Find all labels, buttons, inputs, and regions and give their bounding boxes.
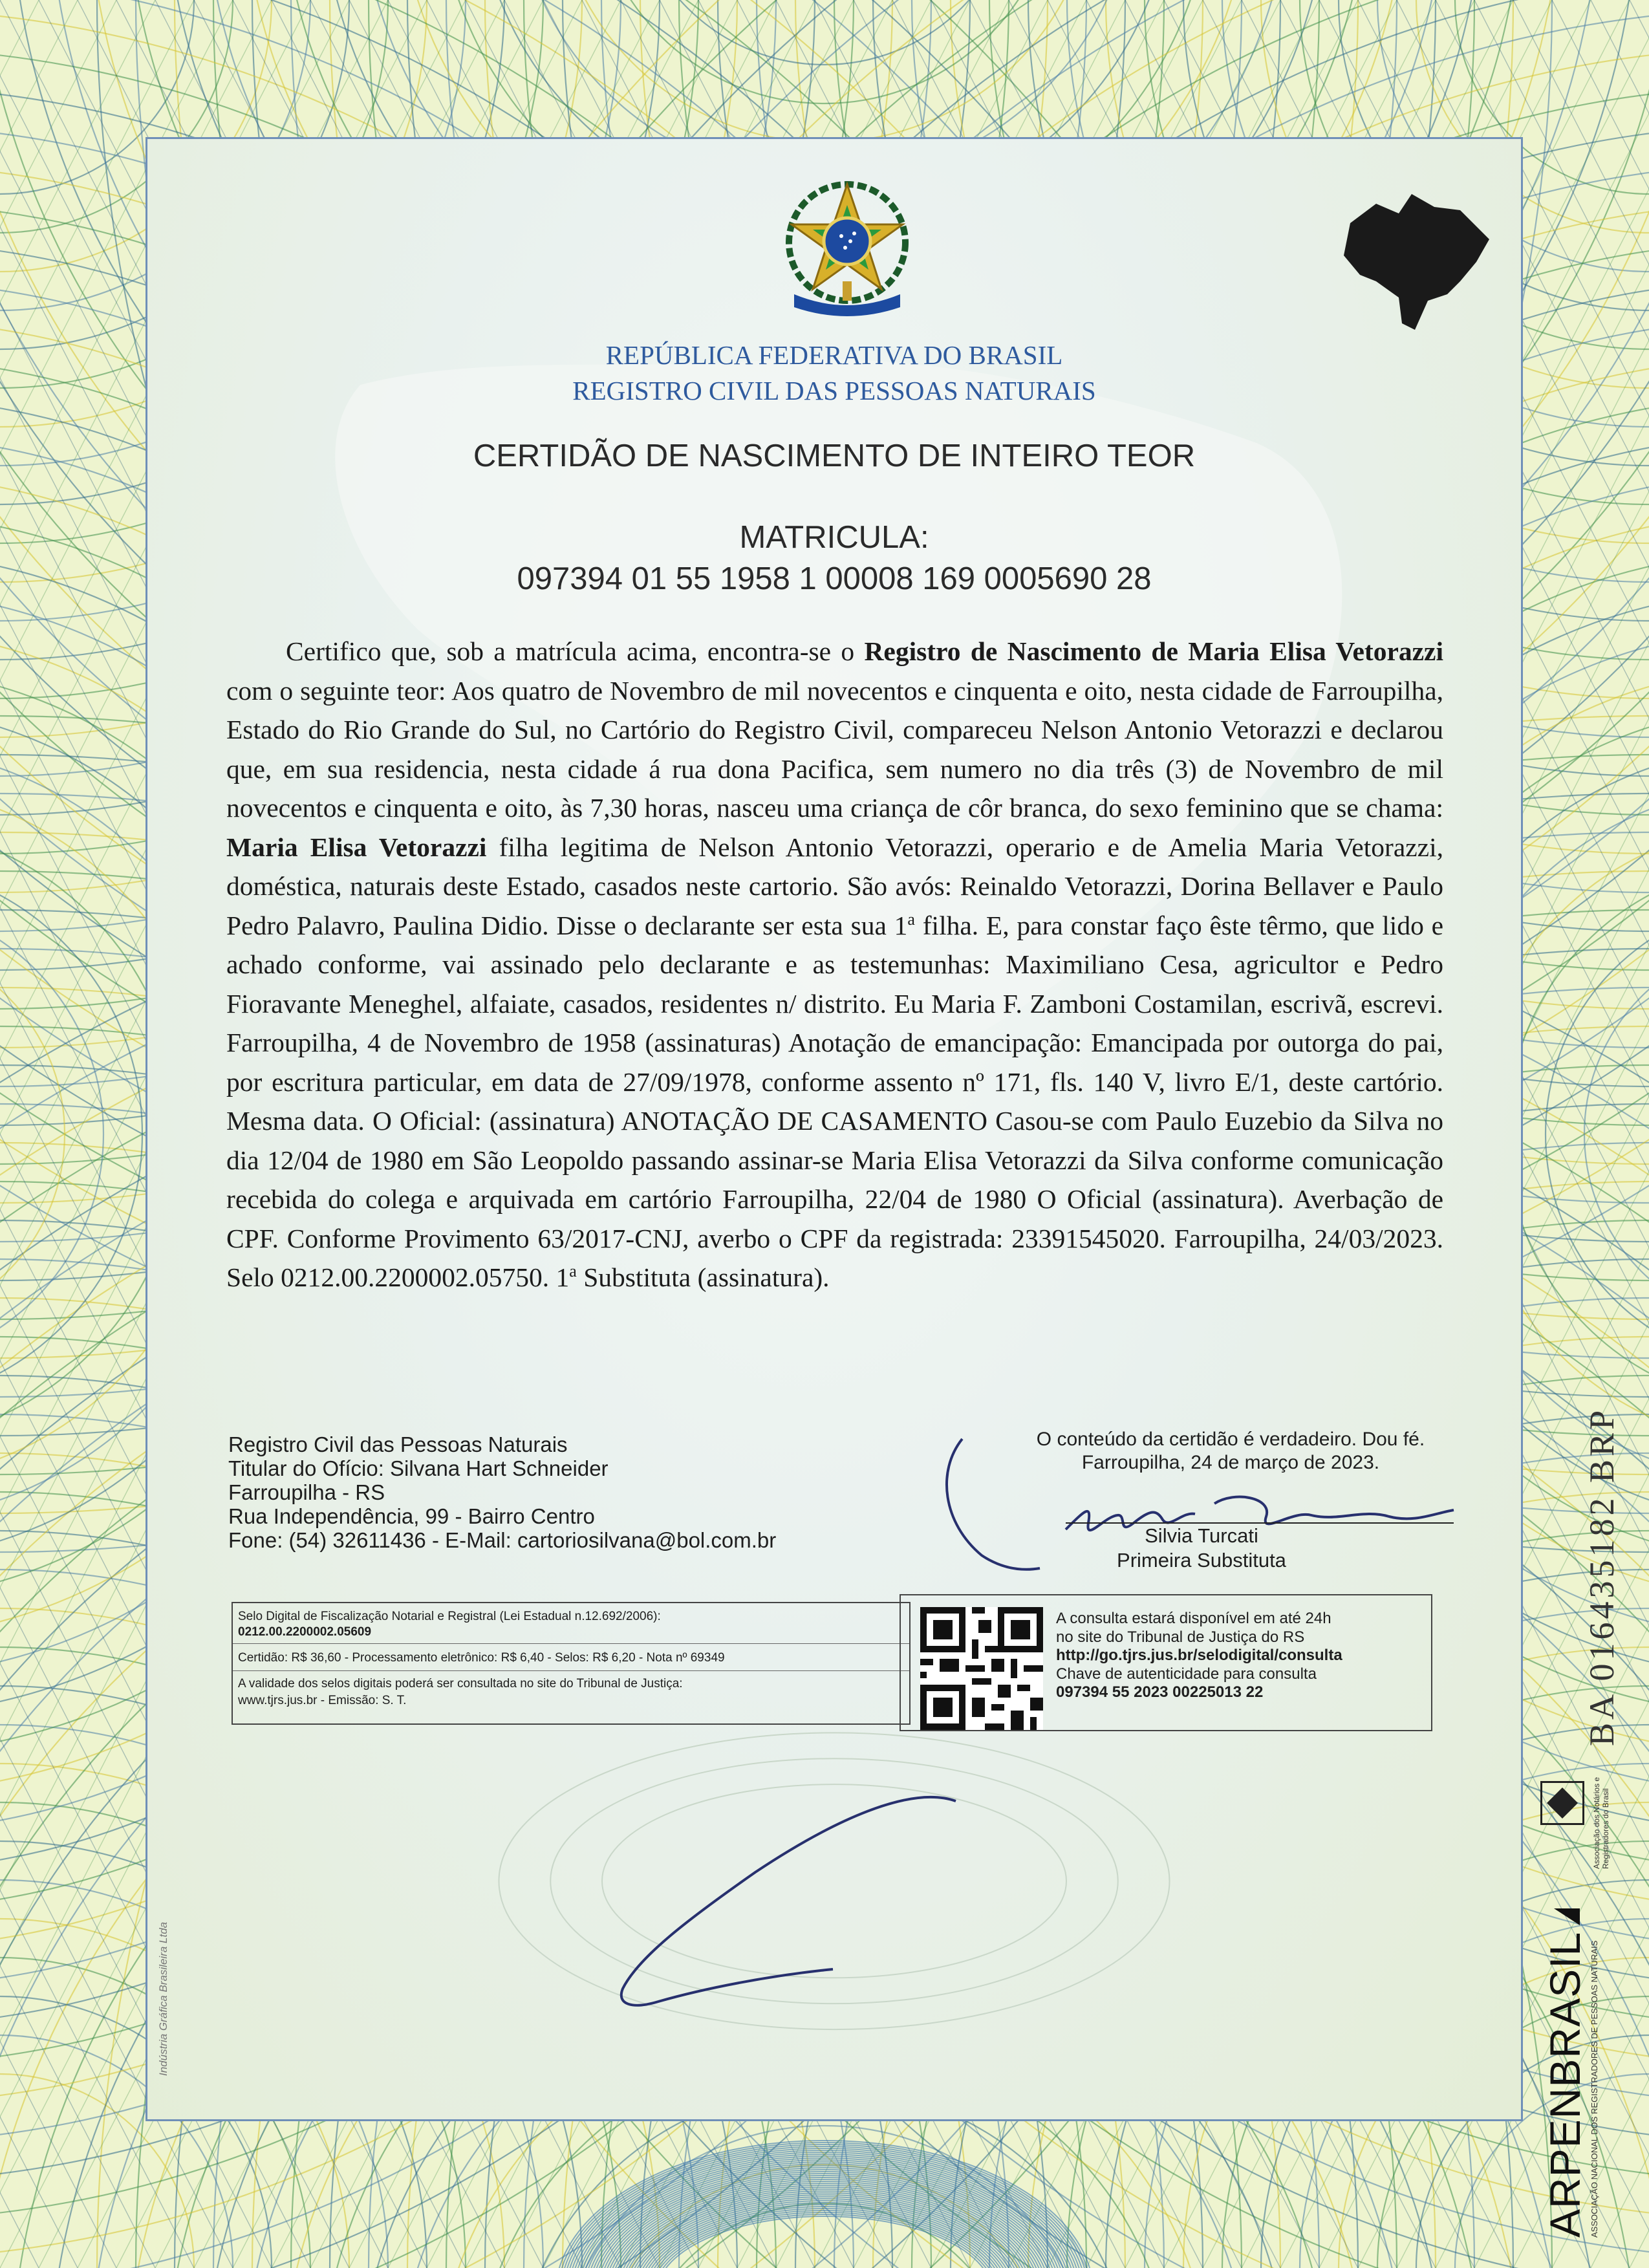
consultation-url[interactable]: http://go.tjrs.jus.br/selodigital/consulta <box>1056 1647 1342 1664</box>
body-bold-name: Maria Elisa Vetorazzi <box>226 832 487 862</box>
cancellation-scribble <box>561 1782 1053 2027</box>
arpen-subtitle: ASSOCIAÇÃO NACIONAL DOS REGISTRADORES DE PESSOAS NATURAIS <box>1590 1940 1599 2238</box>
body-bold-registry: Registro de Nascimento de Maria Elisa Vetorazzi <box>864 636 1443 666</box>
body-text-3: filha legitima de Nelson Antonio Vetorazzi, operario e de Amelia Maria Vetorazzi, doméstica, naturais deste Estado, casados neste cartorio. São avós: Reinaldo Vetorazzi, Dorina Bellaver e Paulo Pedro Palavro, Paulina Didio. Disse o declarante ser esta sua 1 <box>226 832 1443 940</box>
certificate-title: CERTIDÃO DE NASCIMENTO DE INTEIRO TEOR <box>473 438 1196 473</box>
office-holder: Titular do Ofício: Silvana Hart Schneider <box>228 1456 609 1480</box>
office-city: Farroupilha - RS <box>228 1480 385 1504</box>
ordinal-superscript: a <box>907 909 915 929</box>
body-text-1: Certifico que, sob a matrícula acima, encontra-se o <box>286 636 865 666</box>
body-text-5: Substituta (assinatura). <box>576 1262 830 1292</box>
consultation-site: no site do Tribunal de Justiça do RS <box>1056 1628 1305 1646</box>
body-text-2: com o seguinte teor: Aos quatro de Novembro de mil novecentos e cinquenta e oito, nesta cidade de Farroupilha, Estado do Rio Grande do Sul, no Cartório do Registro Civil, compareceu Nelson Antonio Vetorazzi e declarou que, em sua residencia, nesta cidade á rua dona Pacifica, sem numero no dia três (3) de Novembro de mil novecentos e cinquenta e oito, às 7,30 horas, nasceu uma criança de côr branca, do sexo feminino que se chama: <box>226 675 1443 823</box>
seal-label: Selo Digital de Fiscalização Notarial e Registral (Lei Estadual n.12.692/2006): <box>238 1610 661 1623</box>
attestation-statement: O conteúdo da certidão é verdadeiro. Dou fé. <box>1036 1429 1425 1450</box>
qr-code[interactable] <box>920 1607 1043 1730</box>
authenticity-key-label: Chave de autenticidade para consulta <box>1056 1665 1317 1683</box>
seal-code: 0212.00.2200002.05609 <box>238 1625 372 1639</box>
signer-name: Silvia Turcati <box>1145 1524 1258 1547</box>
ordinal-superscript-2: a <box>569 1262 577 1281</box>
seal-validity-line1: A validade dos selos digitais poderá ser consultada no site do Tribunal de Justiça: <box>238 1677 683 1690</box>
signer-role: Primeira Substituta <box>1117 1549 1286 1571</box>
matricula-label: MATRICULA: <box>739 520 929 555</box>
office-name: Registro Civil das Pessoas Naturais <box>228 1432 568 1456</box>
seal-validity-line2: www.tjrs.jus.br - Emissão: S. T. <box>238 1694 407 1707</box>
certificate-body <box>226 632 1443 1297</box>
seal-fees: Certidão: R$ 36,60 - Processamento eletrônico: R$ 6,40 - Selos: R$ 6,20 - Nota nº 69349 <box>238 1651 725 1665</box>
attestation-date: Farroupilha, 24 de março de 2023. <box>1081 1452 1380 1473</box>
arpen-logo-icon <box>1554 1908 1580 1925</box>
office-address: Rua Independência, 99 - Bairro Centro <box>228 1504 595 1528</box>
coat-of-arms-emblem <box>778 178 917 323</box>
body-text-4: filha. E, para constar faço êste têrmo, que lido e achado conforme, vai assinado pelo declarante e as testemunhas: Maximiliano Cesa, agricultor e Pedro Fioravante Meneghel, alfaiate, casados, residentes n/ distrito. Eu Maria F. Zamboni Costamilan, escrivã, escrevi. Farroupilha, 4 de Novembro de 1958 (assinaturas) Anotação de emancipação: Emancipada por outorga do pai, por escritura particular, em data de 27/09/1978, conforme assento nº 171, fls. 140 V, livro E/1, deste cartório. Mesma data. O Oficial: (assinatura) ANOTAÇÃO DE CASAMENTO Casou-se com Paulo Euzebio da Silva no dia 12/04 de 1980 em São Leopoldo passando assinar-se Maria Elisa Vetorazzi da Silva conforme comunicação recebida do colega e arquivada em cartório Farroupilha, 22/04 de 1980 O Oficial (assinatura). Averbação de CPF. Conforme Provimento 63/2017-CNJ, averbo o CPF da registrada: 23391545020. Farroupilha, 24/03/2023. Selo 0212.00.2200002.05750. 1 <box>226 910 1444 1292</box>
digital-seal-box <box>232 1602 911 1725</box>
brazil-map-icon <box>1331 184 1499 340</box>
consultation-text <box>1056 1610 1342 1702</box>
anoreg-caption: Associação dos Notários e Registradores do Brasil <box>1592 1777 1610 1869</box>
certificate-panel <box>146 137 1523 2121</box>
matricula-number: 097394 01 55 1958 1 00008 169 0005690 28 <box>517 561 1152 596</box>
authenticity-key: 097394 55 2023 00225013 22 <box>1056 1683 1264 1701</box>
registry-heading: REGISTRO CIVIL DAS PESSOAS NATURAIS <box>572 376 1096 405</box>
office-contact: Fone: (54) 32611436 - E-Mail: cartoriosilvana@bol.com.br <box>228 1528 777 1552</box>
arpen-brand: ARPENBRASIL <box>1540 1908 1590 2238</box>
consultation-availability: A consulta estará disponível em até 24h <box>1056 1610 1331 1627</box>
consultation-box <box>900 1594 1432 1731</box>
serial-number: BA 016435182 BRP <box>1582 1407 1621 1746</box>
side-strip <box>1538 1183 1635 2244</box>
office-info <box>228 1432 776 1552</box>
republic-heading: REPÚBLICA FEDERATIVA DO BRASIL <box>605 340 1063 370</box>
anoreg-logo-icon <box>1540 1781 1584 1825</box>
printer-credit: Indústria Gráfica Brasileira Ltda <box>157 1921 169 2076</box>
